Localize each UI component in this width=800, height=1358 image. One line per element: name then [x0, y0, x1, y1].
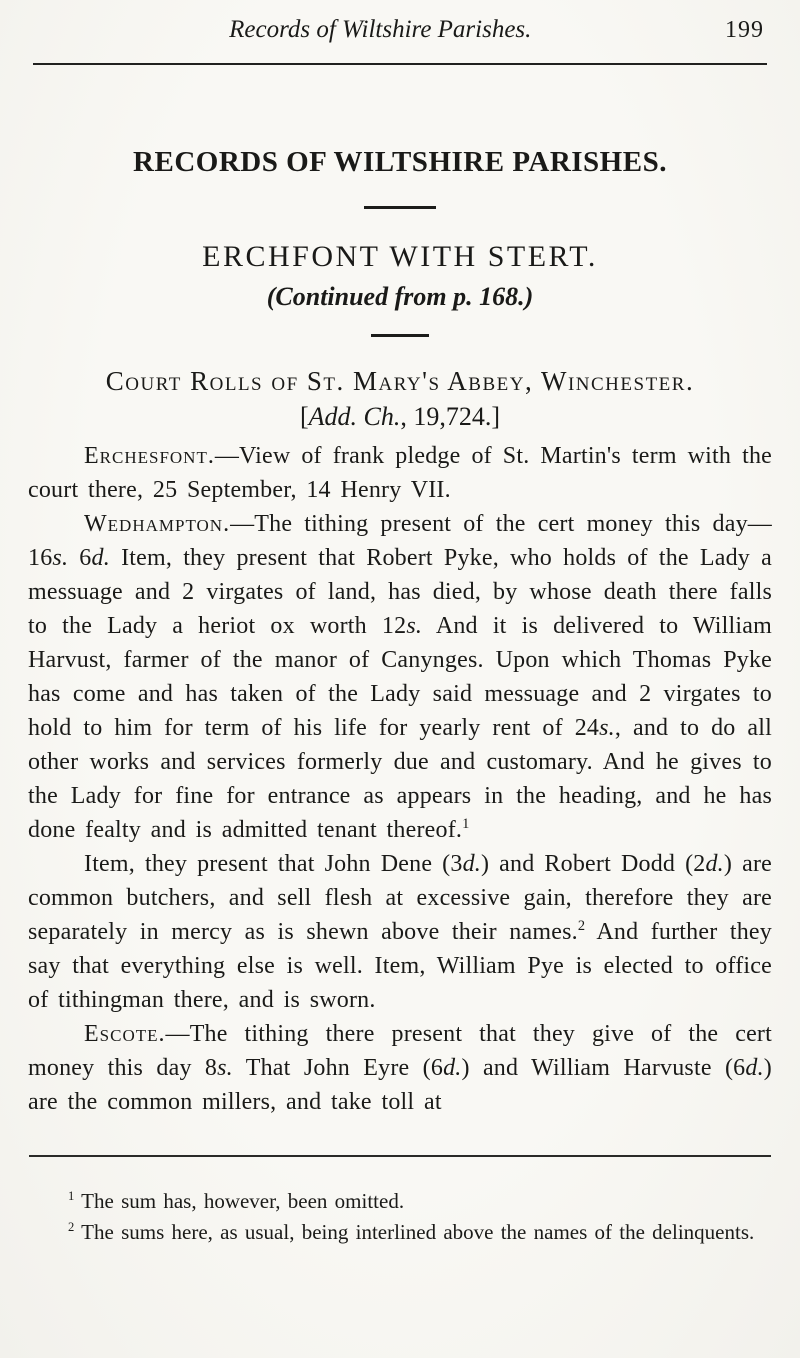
text-run: s.	[599, 714, 615, 741]
continued-note: (Continued from p. 168.)	[266, 281, 534, 311]
text-run: ) are common butchers, and sell flesh at excessive gain, therefore they are separately in mercy as is shewn above their names.	[28, 850, 772, 945]
paragraph-escote	[28, 1017, 772, 1119]
section-title: ERCHFONT WITH STERT.	[202, 239, 598, 273]
footnote-2	[28, 1218, 768, 1247]
subsection-title: Court Rolls of St. Mary's Abbey, Winchester.	[105, 365, 695, 396]
manuscript-reference	[0, 402, 800, 432]
body-text	[28, 439, 772, 1119]
text-run: s.	[217, 1054, 233, 1081]
page-content	[0, 145, 800, 1119]
text-run: ) and William Harvuste (6	[461, 1054, 746, 1081]
footnote-ref: 2	[577, 917, 586, 934]
footnote-marker: 1	[68, 1188, 75, 1203]
running-header	[40, 16, 764, 50]
text-run: , and to do all other works and services formerly due and customary. And he gives to the Lady for fine for entrance as appears in the heading, and he has done fealty and is admitted tenant thereof.	[28, 714, 772, 843]
footnote-rule	[29, 1155, 771, 1157]
text-run: d.	[705, 850, 724, 877]
reference-number: , 19,724.]	[400, 401, 501, 431]
footnote-ref: 1	[462, 815, 470, 832]
text-run: d.	[91, 544, 110, 571]
text-run: d.	[443, 1054, 462, 1081]
text-run: s.	[52, 544, 69, 571]
text-run: Item, they present that Robert Pyke, who holds of the Lady a messuage and 2 virgates of land, has died, by whose death there falls to the Lady a heriot ox worth 12	[28, 544, 773, 639]
footnote-text: The sum has, however, been omitted.	[81, 1188, 405, 1213]
text-run: —The tithing present of the cert money this day—16	[28, 510, 772, 571]
text-run: s.	[406, 612, 423, 639]
text-run: And further they say that everything else is well. Item, William Pye is elected to office of tithingman there, and is sworn.	[28, 918, 772, 1013]
footnote-1	[28, 1187, 768, 1216]
text-run: 6	[68, 544, 92, 571]
footnotes	[28, 1187, 768, 1247]
header-rule	[33, 63, 767, 65]
text-run: d.	[745, 1054, 764, 1081]
main-title: RECORDS OF WILTSHIRE PARISHES.	[133, 146, 667, 178]
text-run: That John Eyre (6	[232, 1054, 444, 1081]
reference-bracket: [	[299, 401, 309, 431]
text-run: ) and Robert Dodd (2	[480, 850, 706, 877]
text-run: Wedhampton.	[84, 510, 231, 537]
reference-source: Add. Ch.	[308, 401, 401, 431]
text-run: Erchesfont.	[84, 442, 215, 469]
section-divider	[371, 334, 429, 337]
running-header-title: Records of Wiltshire Parishes.	[229, 16, 532, 43]
text-run: —View of frank pledge of St. Martin's term with the court there, 25 September, 14 Henry VII.	[28, 442, 772, 503]
footnote-marker: 2	[68, 1219, 75, 1234]
section-divider	[364, 206, 436, 209]
paragraph-butchers	[28, 847, 772, 1017]
footnote-text: The sums here, as usual, being interlined above the names of the delinquents.	[81, 1219, 755, 1244]
text-run: ) are the common millers, and take toll at	[28, 1054, 772, 1115]
text-run: Item, they present that John Dene (3	[84, 850, 463, 877]
paragraph-erchesfont	[28, 439, 772, 507]
text-run: d.	[462, 850, 481, 877]
page-number: 199	[725, 17, 764, 43]
text-run: And it is delivered to William Harvust, farmer of the manor of Canynges. Upon which Thomas Pyke has come and has taken of the Lady said messuage and 2 virgates to hold to him for term of his life for yearly rent of 24	[28, 612, 772, 741]
text-run: —The tithing there present that they give of the cert money this day 8	[28, 1020, 772, 1081]
paragraph-wedhampton	[28, 507, 772, 847]
text-run: Escote.	[84, 1020, 166, 1047]
